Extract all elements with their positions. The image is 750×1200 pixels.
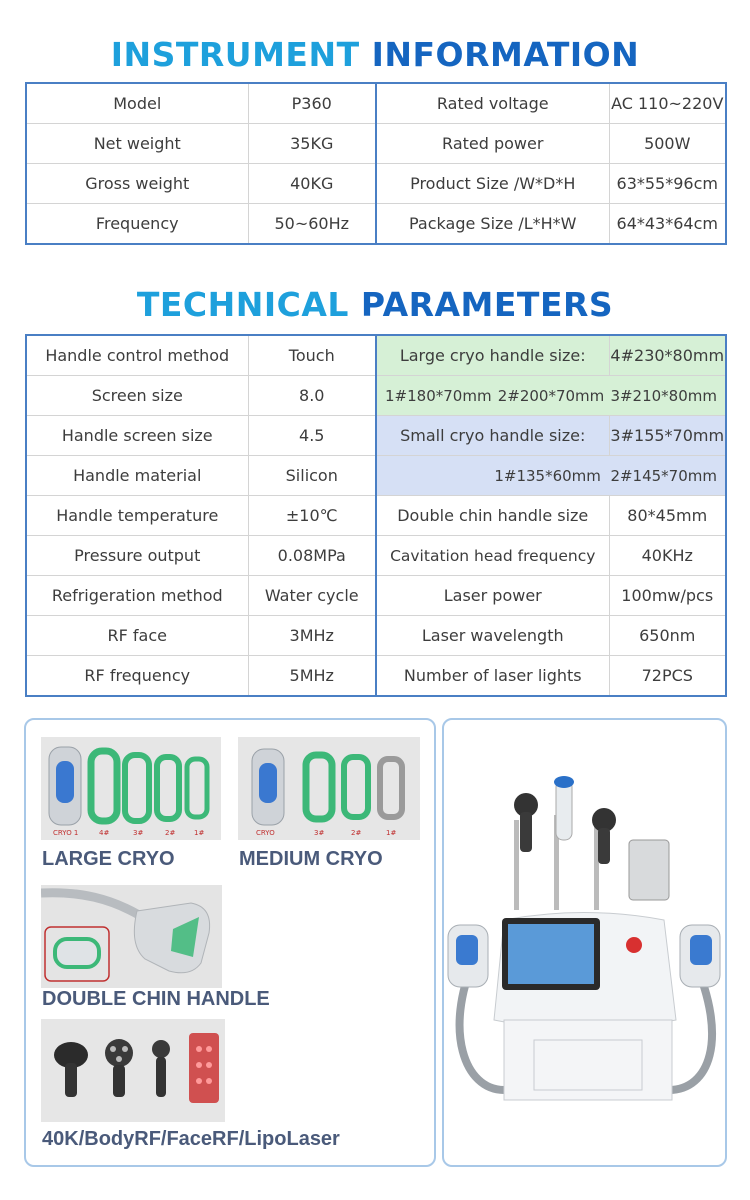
spec-value: 63*55*96cm: [609, 164, 726, 204]
param-label: RF frequency: [26, 656, 248, 697]
cryo-handle-icon: [252, 749, 284, 825]
machine-panel: [442, 718, 727, 1167]
param-value: 0.08MPa: [248, 536, 376, 576]
param-value: 80*45mm: [609, 496, 726, 536]
param-label: Handle screen size: [26, 416, 248, 456]
cryo-handle-right-icon: [680, 925, 720, 987]
spec-label: Model: [26, 83, 248, 124]
spec-label: Rated power: [376, 124, 609, 164]
handpiece-rack-icon: [514, 776, 669, 900]
table-row: [26, 616, 726, 656]
table-row: [26, 83, 726, 124]
spec-label: Net weight: [26, 124, 248, 164]
table-row: [26, 376, 726, 416]
spec-label: Gross weight: [26, 164, 248, 204]
param-value: 650nm: [609, 616, 726, 656]
large-cryo-label: Large cryo handle size:: [376, 335, 609, 376]
instrument-title: INSTRUMENT INFORMATION: [110, 35, 640, 74]
small-cryo-size-2: 2#145*70mm: [610, 466, 717, 485]
tag-label: 2#: [351, 829, 362, 837]
large-cryo-size-4: 4#230*80mm: [609, 335, 726, 376]
param-label: Handle material: [26, 456, 248, 496]
model-value: P360: [248, 83, 376, 124]
emergency-button-icon: [626, 937, 642, 953]
tag-label: 3#: [133, 829, 144, 837]
machine-screen: [502, 918, 600, 990]
large-cryo-caption: LARGE CRYO: [42, 848, 175, 870]
spec-value: 35KG: [248, 124, 376, 164]
cryo-handle-left-icon: [448, 925, 488, 987]
small-cryo-size-3: 3#155*70mm: [609, 416, 726, 456]
param-label: Cavitation head frequency: [376, 536, 609, 576]
param-value: 4.5: [248, 416, 376, 456]
spec-label: Frequency: [26, 204, 248, 245]
spec-value: 500W: [609, 124, 726, 164]
large-cryo-sizes: [376, 376, 726, 416]
param-value: 40KHz: [609, 536, 726, 576]
param-label: Number of laser lights: [376, 656, 609, 697]
table-row: [26, 204, 726, 245]
double-chin-caption: DOUBLE CHIN HANDLE: [42, 988, 270, 1010]
param-label: RF face: [26, 616, 248, 656]
heads-image: [41, 1019, 225, 1122]
param-value: 3MHz: [248, 616, 376, 656]
medium-cryo-image: [238, 737, 420, 840]
table-row: [26, 456, 726, 496]
param-value: 8.0: [248, 376, 376, 416]
technical-table: [25, 334, 727, 697]
small-cryo-size-1: 1#135*60mm: [494, 466, 601, 485]
param-label: Handle temperature: [26, 496, 248, 536]
param-label: Double chin handle size: [376, 496, 609, 536]
param-value: Water cycle: [248, 576, 376, 616]
machine-image: [444, 720, 725, 1165]
lipo-laser-pad-icon: [189, 1033, 219, 1103]
spec-value: 40KG: [248, 164, 376, 204]
spec-label: Product Size /W*D*H: [376, 164, 609, 204]
tag-label: 4#: [99, 829, 110, 837]
spec-value: 50~60Hz: [248, 204, 376, 245]
spec-label: Package Size /L*H*W: [376, 204, 609, 245]
heads-caption: 40K/BodyRF/FaceRF/LipoLaser: [42, 1128, 340, 1150]
spec-label: Rated voltage: [376, 83, 609, 124]
tag-label: 2#: [165, 829, 176, 837]
table-row: [26, 496, 726, 536]
small-cryo-sizes: [376, 456, 726, 496]
tag-label: CRYO 1: [53, 829, 79, 837]
param-value: Silicon: [248, 456, 376, 496]
param-label: Refrigeration method: [26, 576, 248, 616]
param-value: 72PCS: [609, 656, 726, 697]
tag-label: CRYO: [256, 829, 275, 837]
spec-value: 64*43*64cm: [609, 204, 726, 245]
cryo-handle-icon: [49, 747, 81, 825]
table-row: [26, 576, 726, 616]
double-chin-image: [41, 885, 222, 988]
param-value: Touch: [248, 335, 376, 376]
large-cryo-image: [41, 737, 221, 840]
large-cryo-size-1: 1#180*70mm: [385, 386, 492, 405]
param-value: 100mw/pcs: [609, 576, 726, 616]
param-label: Handle control method: [26, 335, 248, 376]
large-cryo-size-3: 3#210*80mm: [610, 386, 717, 405]
param-label: Screen size: [26, 376, 248, 416]
table-row: [26, 656, 726, 697]
table-row: [26, 124, 726, 164]
param-label: Laser power: [376, 576, 609, 616]
spec-value: AC 110~220V: [609, 83, 726, 124]
medium-cryo-caption: MEDIUM CRYO: [239, 848, 383, 870]
table-row: [26, 335, 726, 376]
tag-label: 1#: [194, 829, 205, 837]
tag-label: 3#: [314, 829, 325, 837]
param-value: 5MHz: [248, 656, 376, 697]
large-cryo-size-2: 2#200*70mm: [497, 386, 605, 405]
instrument-table: [25, 82, 727, 245]
tag-label: 1#: [386, 829, 397, 837]
table-row: [26, 416, 726, 456]
small-cryo-label: Small cryo handle size:: [376, 416, 609, 456]
param-value: ±10℃: [248, 496, 376, 536]
table-row: [26, 164, 726, 204]
table-row: [26, 536, 726, 576]
technical-title: TECHNICAL PARAMETERS: [136, 285, 614, 324]
param-label: Pressure output: [26, 536, 248, 576]
param-label: Laser wavelength: [376, 616, 609, 656]
